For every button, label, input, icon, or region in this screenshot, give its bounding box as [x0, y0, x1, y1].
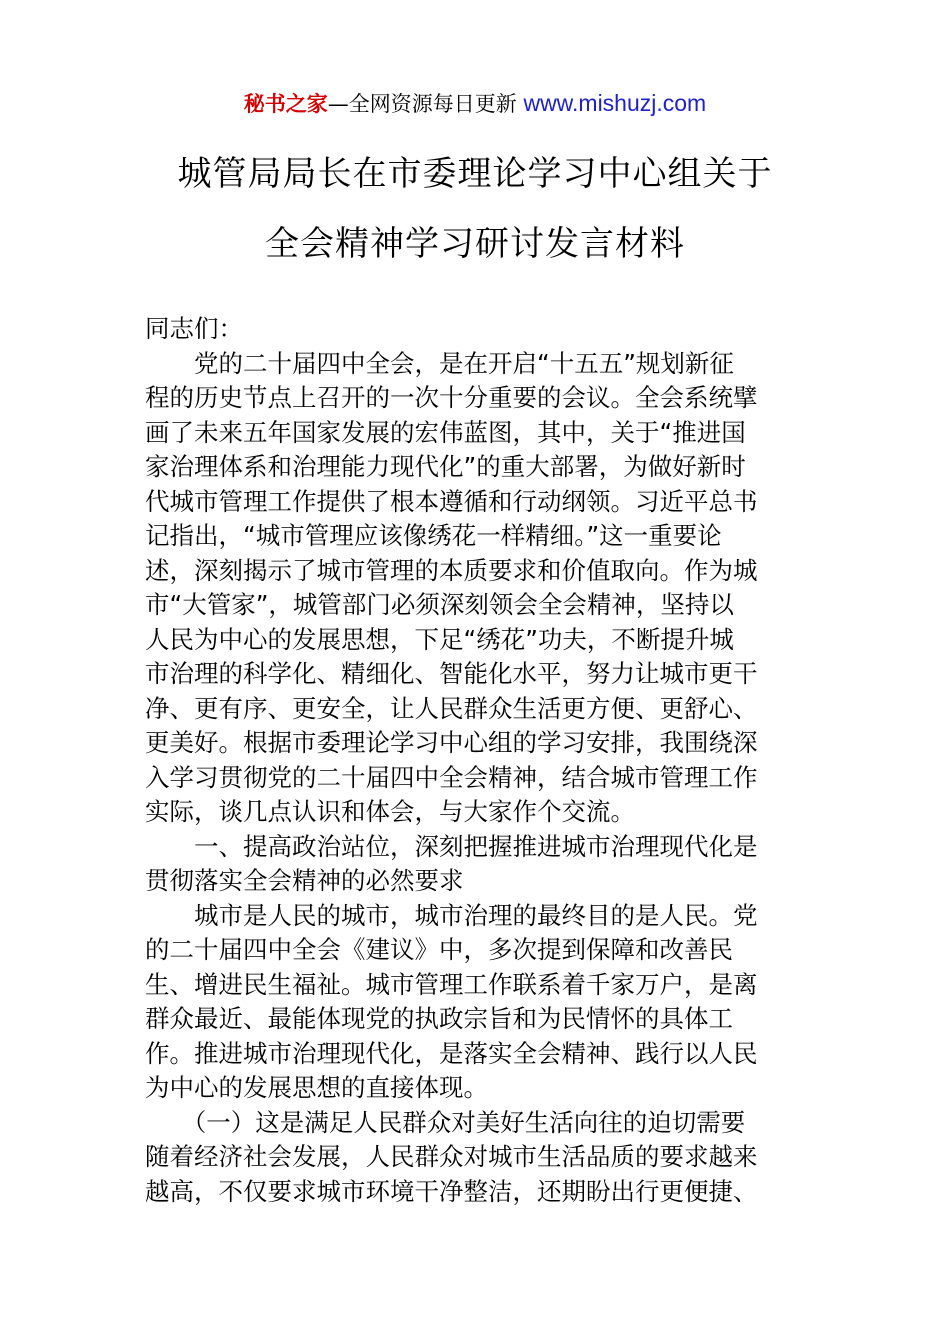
body-line: 实际，谈几点认识和体会，与大家作个交流。: [145, 797, 635, 826]
body-line: 程的历史节点上召开的一次十分重要的会议。全会系统擘: [145, 383, 758, 412]
body-line: 代城市管理工作提供了根本遵循和行动纲领。习近平总书: [145, 486, 758, 516]
document-body: [145, 312, 810, 1209]
body-line: 为中心的发展思想的直接体现。: [145, 1073, 488, 1102]
body-line: 的二十届四中全会《建议》中，多次提到保障和改善民: [145, 935, 733, 964]
body-line: 市“大管家”，城管部门必须深刻领会全会精神，坚持以: [145, 590, 734, 619]
body-line: 生、增进民生福祉。城市管理工作联系着千家万户，是离: [145, 969, 758, 999]
body-line: 记指出，“城市管理应该像绣花一样精细。”这一重要论: [145, 521, 722, 550]
body-line: 越高，不仅要求城市环境干净整洁，还期盼出行更便捷、: [145, 1176, 758, 1206]
body-line: 更美好。根据市委理论学习中心组的学习安排，我围绕深: [145, 728, 758, 757]
body-line: 净、更有序、更安全，让人民群众生活更方便、更舒心、: [145, 693, 758, 723]
body-line: 随着经济社会发展，人民群众对城市生活品质的要求越来: [145, 1142, 758, 1171]
document-title-line-1: 城管局局长在市委理论学习中心组关于: [177, 154, 773, 194]
body-line: 市治理的科学化、精细化、智能化水平，努力让城市更干: [145, 659, 758, 688]
banner-slogan: —全网资源每日更新: [327, 92, 524, 116]
section-heading-line: 贯彻落实全会精神的必然要求: [145, 866, 464, 895]
document-title-line-2: 全会精神学习研讨发言材料: [265, 224, 685, 264]
body-line: 同志们：: [145, 314, 243, 343]
body-line: 画了未来五年国家发展的宏伟蓝图，其中，关于“推进国: [145, 417, 746, 447]
body-line: 城市是人民的城市，城市治理的最终目的是人民。党: [145, 900, 758, 930]
body-line: 家治理体系和治理能力现代化”的重大部署，为做好新时: [145, 452, 746, 481]
body-line: 入学习贯彻党的二十届四中全会精神，结合城市管理工作: [145, 762, 758, 792]
body-line: 作。推进城市治理现代化，是落实全会精神、践行以人民: [145, 1038, 758, 1068]
brand-name: 秘书之家: [243, 92, 328, 116]
body-line: 人民为中心的发展思想，下足“绣花”功夫，不断提升城: [145, 624, 734, 654]
body-line: 党的二十届四中全会，是在开启“十五五”规划新征: [145, 348, 734, 378]
site-url-link[interactable]: www.mishuzj.com: [523, 90, 707, 116]
site-banner: [0, 88, 950, 119]
body-line: 群众最近、最能体现党的执政宗旨和为民情怀的具体工: [145, 1004, 733, 1033]
section-heading-line: 一、提高政治站位，深刻把握推进城市治理现代化是: [145, 831, 758, 861]
subsection-heading-line: （一）这是满足人民群众对美好生活向往的迫切需要: [145, 1107, 746, 1137]
body-line: 述，深刻揭示了城市管理的本质要求和价值取向。作为城: [145, 555, 758, 585]
